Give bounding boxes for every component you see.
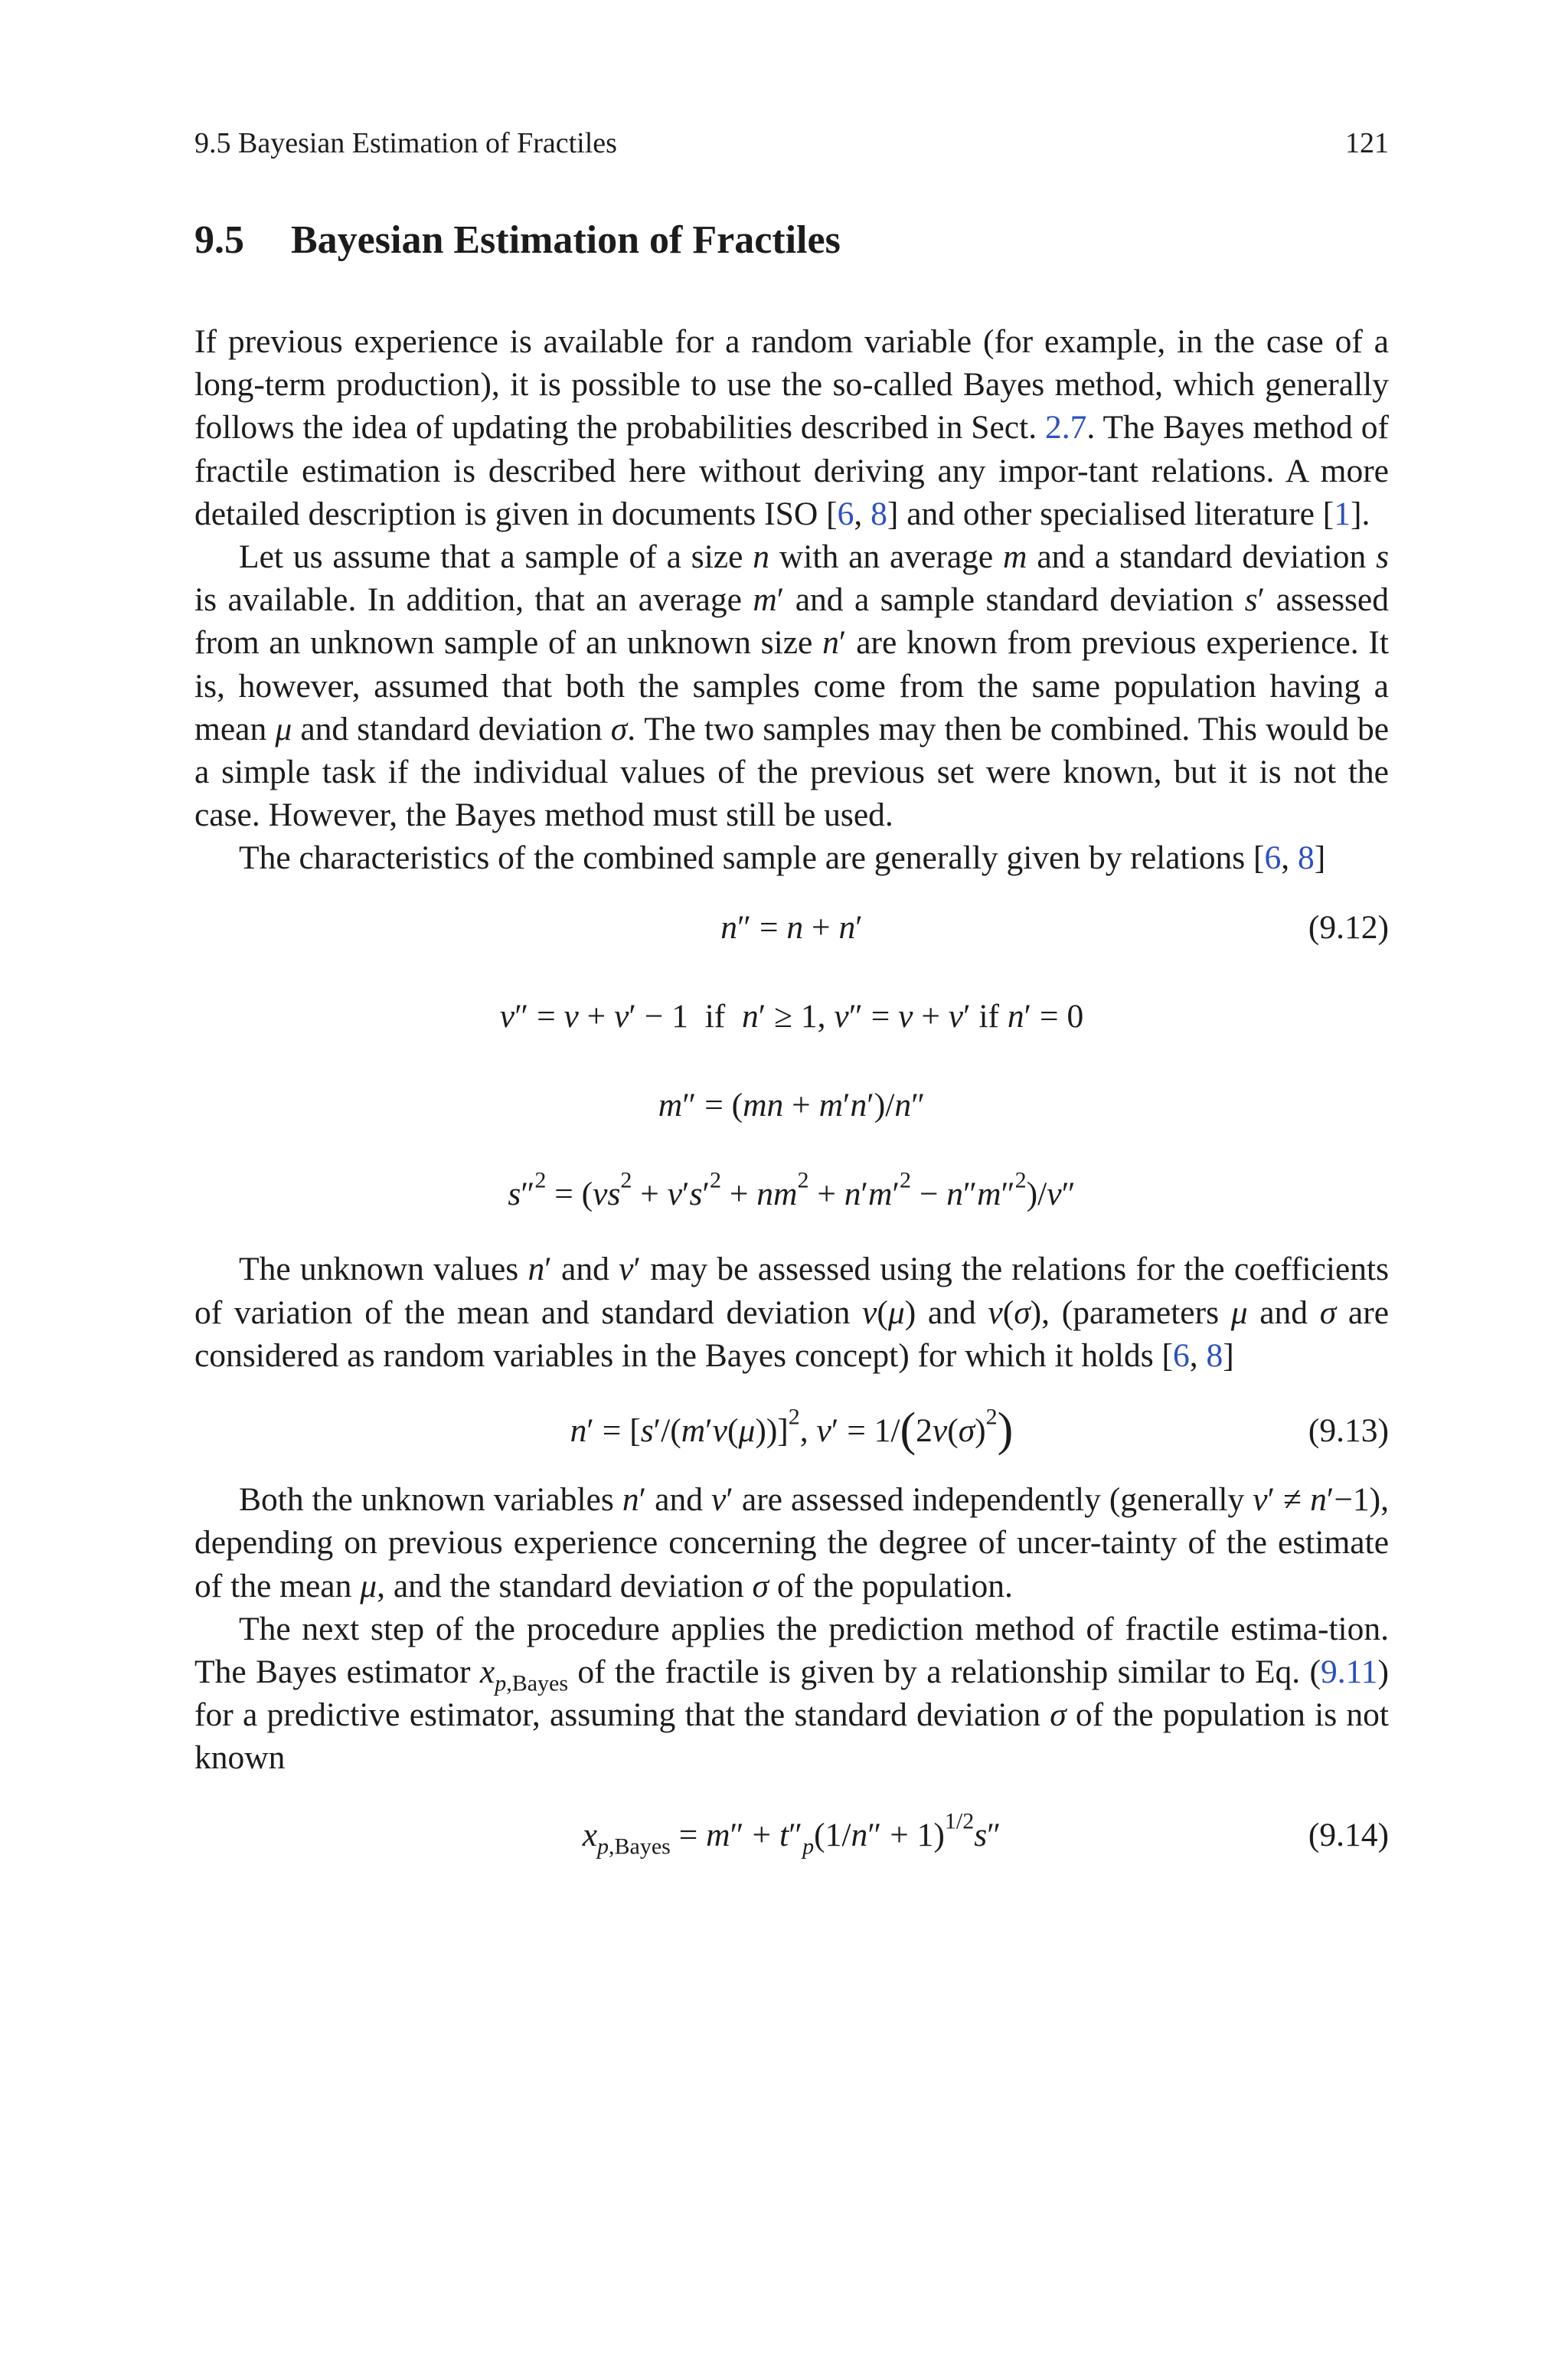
equation-9-14: $x_{p,Bayes} = m'' + t''_p(1/n'' + 1)^{1/2}s''$ (9.14) — [582, 1808, 1389, 1860]
link-ref-8[interactable]: 8 — [871, 495, 887, 532]
equation-9-12-line-1: n″ = n + n′ (9.12) — [194, 906, 1389, 949]
link-ref-6c[interactable]: 6 — [1173, 1336, 1190, 1374]
paragraph-4: The unknown values n′ and ν′ may be assessed using the relations for the coefficients of variation of the mean and standard deviation v(μ) and v(σ), (parameters μ and σ are considered as random variables in the Bayes concept) for which it holds [6, 8] — [194, 1251, 1389, 1374]
link-ref-6b[interactable]: 6 — [1264, 839, 1282, 877]
section-title: Bayesian Estimation of Fractiles — [291, 218, 841, 262]
link-ref-8c[interactable]: 8 — [1206, 1336, 1223, 1374]
link-ref-6[interactable]: 6 — [837, 495, 854, 532]
equation-number-9-12: (9.12) — [1308, 908, 1389, 946]
section-number: 9.5 — [194, 218, 244, 262]
link-ref-1[interactable]: 1 — [1334, 495, 1351, 532]
equation-9-13: $n' = [s'/(m'v(\mu))]^2$, $\nu' = 1/(2v(\sigma)^2)$ (9.13) — [570, 1404, 1389, 1457]
page-number: 121 — [1345, 127, 1389, 159]
equation-number-9-13: (9.13) — [1308, 1412, 1389, 1450]
paragraph-2: Let us assume that a sample of a size n with an average m and a standard deviation s is available. In addition, that an average m′ and a sample standard deviation s′ assessed from an unknown sample of an unknown size n′ are known from previous experience. It is, however, assumed that both the samples come from the same population having a mean μ and standard deviation σ. The two samples may then be combined. This would be a simple task if the individual values of the previous set were known, but it is not the case. However, the Bayes method must still be used. — [194, 538, 1390, 834]
equation-9-12-line-3: m″ = (mn + m′n′)/n″ — [658, 1087, 926, 1124]
paragraph-5: Both the unknown variables n′ and ν′ are assessed independently (generally ν′ ≠ n′−1), depending on previous experience concerning the degree of uncer-tainty of the estimate of the mean μ, and the standard deviation σ of the population. — [194, 1481, 1390, 1604]
running-title: 9.5 Bayesian Estimation of Fractiles — [194, 127, 617, 159]
link-ref-8b[interactable]: 8 — [1298, 839, 1315, 877]
section-heading — [194, 216, 841, 265]
link-sect-2-7[interactable]: 2.7 — [1045, 409, 1087, 446]
paragraph-3: The characteristics of the combined sample are generally given by relations [6, 8] — [239, 839, 1326, 877]
paragraph-1: If previous experience is available for a random variable (for example, in the case of a long-term production), it is possible to use the so-called Bayes method, which generally follows the idea of updating the probabilities described in Sect. 2.7. The Bayes method of fractile estimation is described here without deriving any impor-tant relations. A more detailed description is given in documents ISO [6, 8] and other specialised literature [1]. — [194, 323, 1390, 532]
equation-number-9-14: (9.14) — [1308, 1816, 1389, 1853]
body-text — [194, 320, 1390, 1860]
equation-9-12-line-2: ν″ = ν + ν′ − 1 if n′ ≥ 1, ν″ = ν + ν′ if n′ = 0 — [499, 997, 1084, 1035]
equation-9-12-line-4: $s''^2 = (\nu s^2 + \nu's'^2 + nm^2 + n'm'^2 - n''m''^2)/\nu''$ — [508, 1167, 1076, 1213]
link-eq-9-11[interactable]: 9.11 — [1320, 1653, 1378, 1691]
paragraph-6: The next step of the procedure applies the prediction method of fractile estima-tion. The Bayes estimator $x_{p,Bayes}$ of the fractile is given by a relationship similar to Eq. (9.11) for a predictive estimator, assuming that the standard deviation σ of the population is not known — [194, 1610, 1389, 1777]
